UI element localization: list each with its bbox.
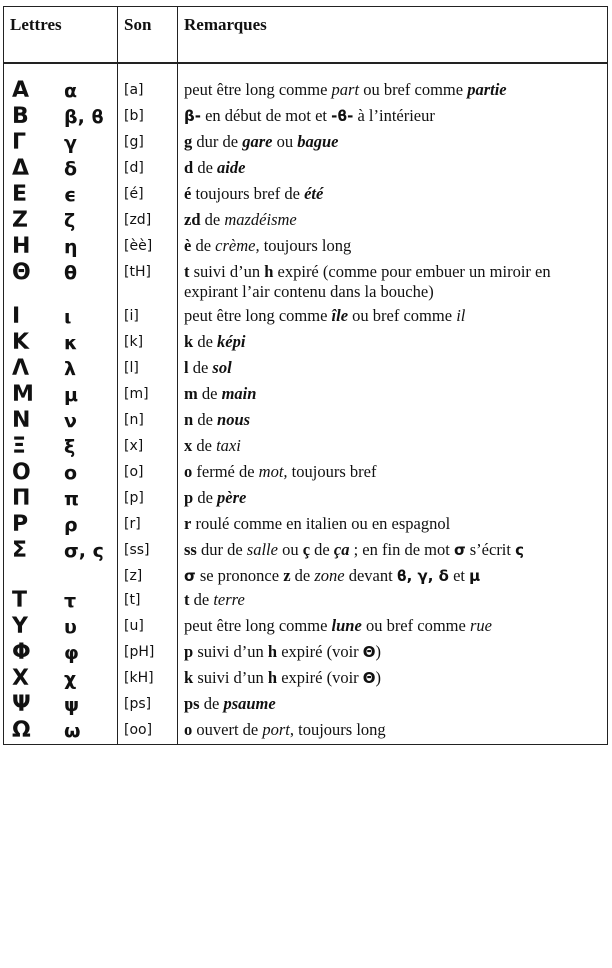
sound: [ps] [118, 692, 178, 718]
alphabet-sheet [3, 6, 607, 745]
upper-letter: Ε [12, 181, 28, 207]
remark: o fermé de mot, toujours bref [178, 460, 608, 486]
sound: [g] [118, 130, 178, 156]
upper-letter: Ψ [12, 691, 31, 717]
remark: è de crème, toujours long [178, 234, 608, 260]
row-beta [4, 104, 608, 130]
sound: [oo] [118, 718, 178, 745]
upper-letter: Ξ [12, 433, 26, 459]
sound: [b] [118, 104, 178, 130]
upper-letter: Ο [12, 459, 31, 485]
sound: [u] [118, 614, 178, 640]
lower-letter: η [64, 235, 78, 258]
row-sigma-z [4, 564, 608, 588]
lower-letter: α [64, 79, 78, 102]
upper-letter: Σ [12, 537, 28, 563]
row-nu [4, 408, 608, 434]
remark: r roulé comme en italien ou en espagnol [178, 512, 608, 538]
row-omicron [4, 460, 608, 486]
sound: [x] [118, 434, 178, 460]
upper-letter: Ω [12, 717, 31, 743]
upper-letter: Λ [12, 355, 30, 381]
row-chi [4, 666, 608, 692]
sound: [èè] [118, 234, 178, 260]
sound: [t] [118, 588, 178, 614]
remark: peut être long comme île ou bref comme il [178, 304, 608, 330]
upper-letter: Α [12, 77, 30, 103]
upper-letter: Γ [12, 129, 27, 155]
header-remarks: Remarques [178, 7, 608, 63]
upper-letter: Τ [12, 587, 28, 613]
lower-letter: ο [64, 461, 78, 484]
remark: x de taxi [178, 434, 608, 460]
sound: [z] [118, 564, 178, 588]
sound: [é] [118, 182, 178, 208]
upper-letter: Κ [12, 329, 30, 355]
lower-letter: κ [64, 331, 78, 354]
sound: [ss] [118, 538, 178, 564]
row-gamma [4, 130, 608, 156]
lower-letter: β, ϐ [64, 105, 104, 128]
lower-letter: μ [64, 383, 78, 406]
sound: [r] [118, 512, 178, 538]
remark: p de père [178, 486, 608, 512]
sound: [l] [118, 356, 178, 382]
upper-letter: Μ [12, 381, 34, 407]
sound: [tH] [118, 260, 178, 304]
sound: [pH] [118, 640, 178, 666]
remark: β- en début de mot et -ϐ- à l’intérieur [178, 104, 608, 130]
lower-letter: ρ [64, 513, 78, 536]
upper-letter: Π [12, 485, 31, 511]
remark: k de képi [178, 330, 608, 356]
row-phi [4, 640, 608, 666]
lower-letter: π [64, 487, 80, 510]
remark: peut être long comme lune ou bref comme rue [178, 614, 608, 640]
remark: zd de mazdéisme [178, 208, 608, 234]
remark: σ se prononce z de zone devant ϐ, γ, δ et μ [178, 564, 608, 588]
upper-letter: Ρ [12, 511, 29, 537]
row-psi [4, 692, 608, 718]
remark: t de terre [178, 588, 608, 614]
row-xi [4, 434, 608, 460]
header-letters: Lettres [4, 7, 118, 63]
row-pi [4, 486, 608, 512]
row-theta [4, 260, 608, 304]
lower-letter: ω [64, 719, 81, 742]
row-zeta [4, 208, 608, 234]
greek-alphabet-table [3, 6, 608, 745]
lower-letter: ζ [64, 209, 76, 232]
remark: t suivi d’un h expiré (comme pour embuer un miroir en expirant l’air contenu dans la bouche) [178, 260, 608, 304]
row-tau [4, 588, 608, 614]
row-kappa [4, 330, 608, 356]
lower-letter: υ [64, 615, 77, 638]
header-row [4, 7, 608, 63]
remark: n de nous [178, 408, 608, 434]
remark: ps de psaume [178, 692, 608, 718]
row-delta [4, 156, 608, 182]
row-rho [4, 512, 608, 538]
row-sigma [4, 538, 608, 564]
upper-letter: Β [12, 103, 29, 129]
remark: d de aide [178, 156, 608, 182]
remark: é toujours bref de été [178, 182, 608, 208]
remark: ss dur de salle ou ç de ça ; en fin de mot σ s’écrit ς [178, 538, 608, 564]
row-eta [4, 234, 608, 260]
remark: p suivi d’un h expiré (voir Θ) [178, 640, 608, 666]
upper-letter: Ι [12, 303, 21, 329]
row-alpha [4, 78, 608, 104]
sound: [n] [118, 408, 178, 434]
sound: [kH] [118, 666, 178, 692]
lower-letter: ψ [64, 693, 80, 716]
row-iota [4, 304, 608, 330]
lower-letter: τ [64, 589, 77, 612]
remark: g dur de gare ou bague [178, 130, 608, 156]
sound: [m] [118, 382, 178, 408]
lower-letter: θ [64, 261, 78, 284]
sound: [a] [118, 78, 178, 104]
sound: [k] [118, 330, 178, 356]
sound: [o] [118, 460, 178, 486]
row-lambda [4, 356, 608, 382]
remark: peut être long comme part ou bref comme partie [178, 78, 608, 104]
row-epsilon [4, 182, 608, 208]
upper-letter: Η [12, 233, 31, 259]
upper-letter: Ν [12, 407, 31, 433]
lower-letter: ι [64, 305, 72, 328]
lower-letter: χ [64, 667, 77, 690]
remark: k suivi d’un h expiré (voir Θ) [178, 666, 608, 692]
lower-letter: λ [64, 357, 77, 380]
row-upsilon [4, 614, 608, 640]
remark: o ouvert de port, toujours long [178, 718, 608, 745]
remark: m de main [178, 382, 608, 408]
sound: [i] [118, 304, 178, 330]
upper-letter: Ζ [12, 207, 28, 233]
lower-letter: ϵ [64, 183, 77, 206]
row-mu [4, 382, 608, 408]
lower-letter: δ [64, 157, 78, 180]
sound: [d] [118, 156, 178, 182]
lower-letter: γ [64, 131, 77, 154]
lower-letter: φ [64, 641, 79, 664]
upper-letter: Θ [12, 259, 31, 285]
lower-letter: ξ [64, 435, 76, 458]
header-sound: Son [118, 7, 178, 63]
lower-letter: σ, ς [64, 539, 104, 562]
upper-letter: Υ [12, 613, 28, 639]
upper-letter: Φ [12, 639, 31, 665]
spacer-row [4, 63, 608, 78]
lower-letter: ν [64, 409, 77, 432]
sound: [zd] [118, 208, 178, 234]
row-omega [4, 718, 608, 745]
upper-letter: Χ [12, 665, 29, 691]
upper-letter: Δ [12, 155, 30, 181]
sound: [p] [118, 486, 178, 512]
remark: l de sol [178, 356, 608, 382]
